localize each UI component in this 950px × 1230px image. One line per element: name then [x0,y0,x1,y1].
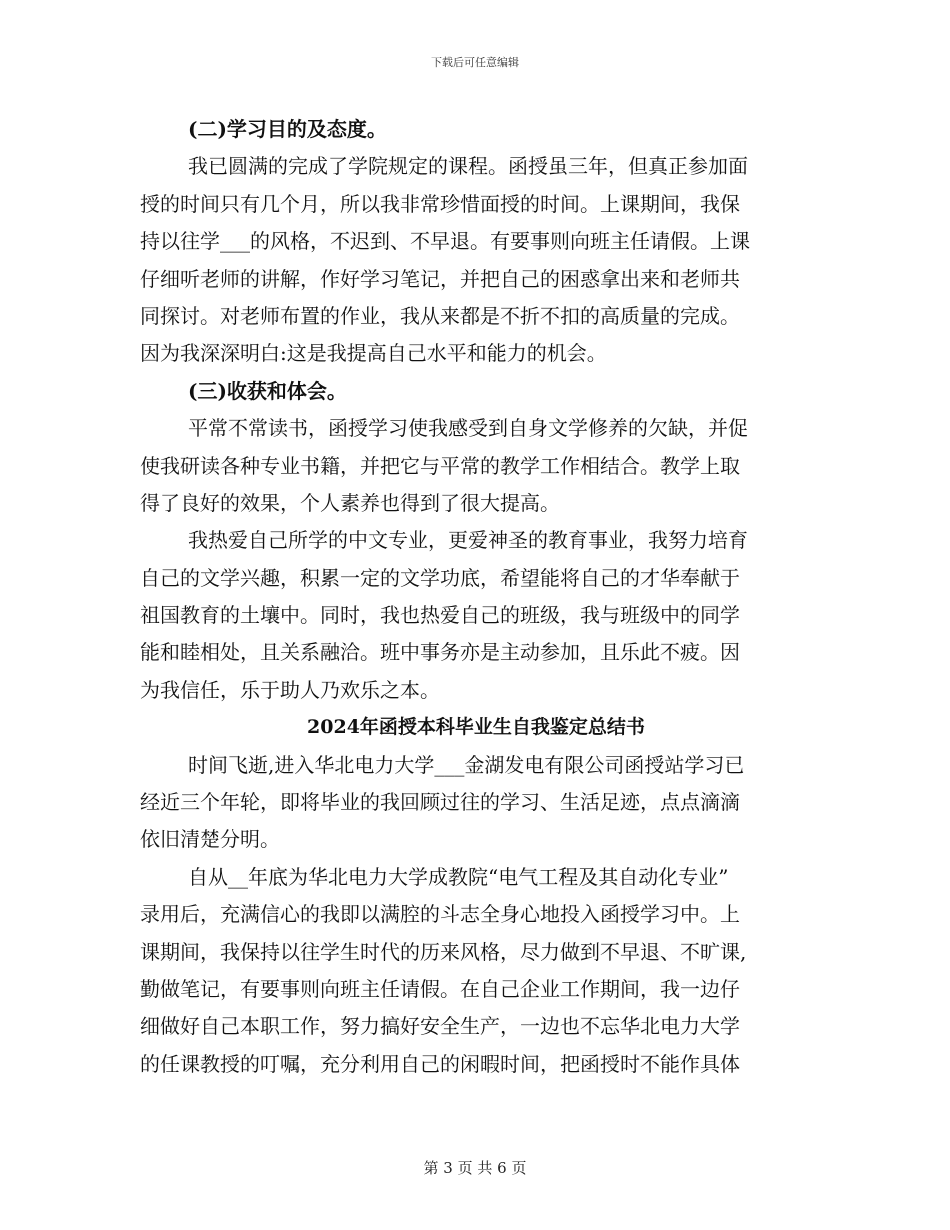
page-header: 下载后可任意编辑 [431,56,519,69]
paragraph-line: 同探讨。对老师布置的作业，我从来都是不折不扣的高质量的完成。 [140,303,740,328]
paragraph-line: 祖国教育的土壤中。同时，我也热爱自己的班级，我与班级中的同学 [140,603,740,628]
document-title: 2024年函授本科毕业生自我鉴定总结书 [307,716,645,739]
section-heading-2: (二)学习目的及态度。 [188,117,387,141]
paragraph-line: 持以往学___的风格，不迟到、不早退。有要事则向班主任请假。上课 [140,229,750,254]
paragraph-line: 得了良好的效果，个人素养也得到了很大提高。 [140,490,560,515]
paragraph-line: 录用后，充满信心的我即以满腔的斗志全身心地投入函授学习中。上 [140,902,740,927]
paragraph-line: 授的时间只有几个月，所以我非常珍惜面授的时间。上课期间，我保 [140,191,740,216]
paragraph-line: 依旧清楚分明。 [140,827,280,852]
paragraph-line: 因为我深深明白:这是我提高自己水平和能力的机会。 [140,341,607,366]
paragraph-line: 我已圆满的完成了学院规定的课程。函授虽三年，但真正参加面 [188,154,748,179]
page-number: 第 3 页 共 6 页 [423,1159,527,1177]
paragraph-line: 仔细听老师的讲解，作好学习笔记，并把自己的困惑拿出来和老师共 [140,266,740,291]
paragraph-line: 使我研读各种专业书籍，并把它与平常的教学工作相结合。教学上取 [140,453,740,478]
paragraph-line: 自从__年底为华北电力大学成教院“电气工程及其自动化专业” [188,864,729,889]
paragraph-line: 平常不常读书，函授学习使我感受到自身文学修养的欠缺，并促 [188,416,748,441]
paragraph-line: 的任课教授的叮嘱，充分利用自己的闲暇时间，把函授时不能作具体 [140,1051,740,1076]
paragraph-line: 课期间，我保持以往学生时代的历来风格，尽力做到不早退、不旷课, [140,939,747,964]
paragraph-line: 为我信任，乐于助人乃欢乐之本。 [140,677,440,702]
paragraph-line: 经近三个年轮，即将毕业的我回顾过往的学习、生活足迹，点点滴滴 [140,790,740,815]
paragraph-line: 能和睦相处，且关系融洽。班中事务亦是主动参加，且乐此不疲。因 [140,640,740,665]
section-heading-3: (三)收获和体会。 [188,378,347,403]
paragraph-line: 时间飞逝,进入华北电力大学___金湖发电有限公司函授站学习已 [188,752,745,777]
paragraph-line: 我热爱自己所学的中文专业，更爱神圣的教育事业，我努力培育 [188,528,748,553]
document-body [140,111,812,1083]
paragraph-line: 自己的文学兴趣，积累一定的文学功底，希望能将自己的才华奉献于 [140,565,740,590]
paragraph-line: 勤做笔记，有要事则向班主任请假。在自己企业工作期间，我一边仔 [140,976,740,1001]
paragraph-line: 细做好自己本职工作，努力搞好安全生产，一边也不忘华北电力大学 [140,1014,740,1039]
